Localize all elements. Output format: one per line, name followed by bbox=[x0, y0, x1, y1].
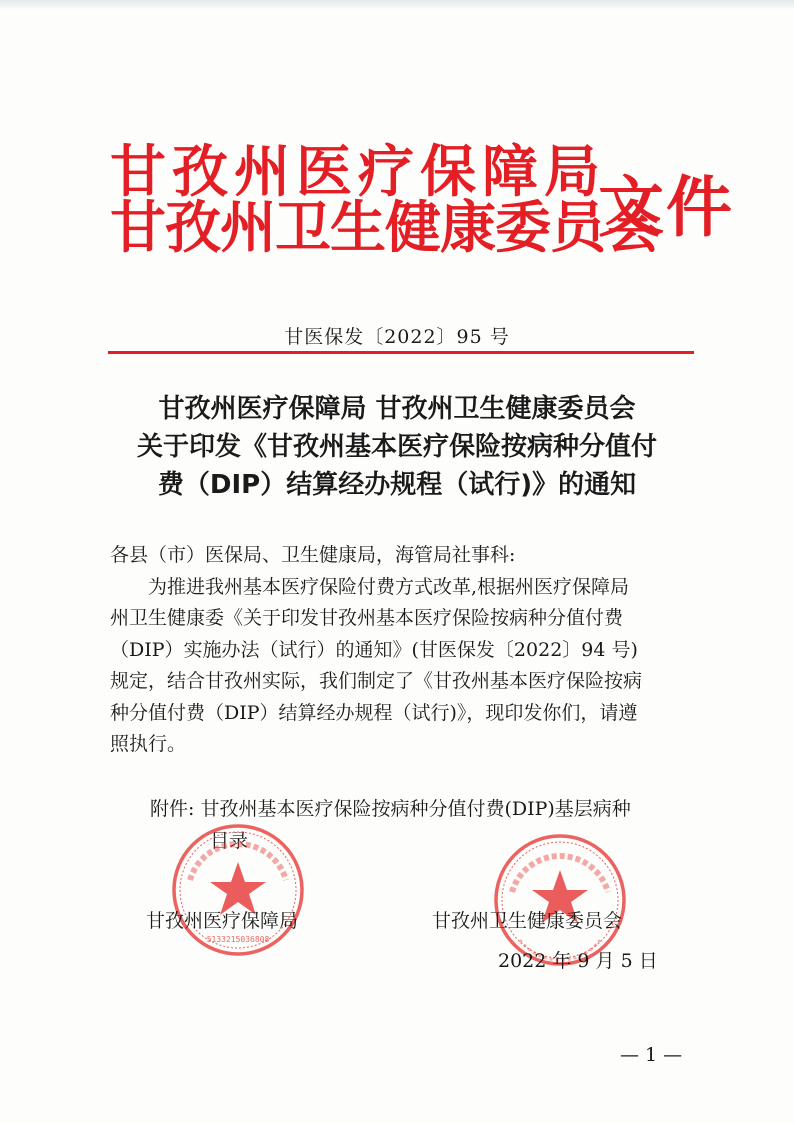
letterhead bbox=[0, 0, 794, 300]
issue-date: 2022 年 9 月 5 日 bbox=[498, 950, 658, 972]
paragraph-line: （DIP）实施办法（试行）的通知》(甘医保发〔2022〕94 号) bbox=[110, 638, 638, 661]
attachment-line-1: 附件: 甘孜州基本医疗保险按病种分值付费(DIP)基层病种 bbox=[150, 798, 631, 820]
signature-right: 甘孜州卫生健康委员会 bbox=[432, 910, 623, 932]
salutation: 各县（市）医保局、卫生健康局，海管局社事科: bbox=[110, 544, 516, 566]
paragraph-line: 州卫生健康委《关于印发甘孜州基本医疗保险按病种分值付费 bbox=[110, 607, 624, 629]
attachment-line-2: 目录 bbox=[210, 830, 249, 852]
letterhead-org-1: 甘孜州医疗保障局 bbox=[110, 139, 606, 205]
paragraph-line: 为推进我州基本医疗保险付费方式改革,根据州医疗保障局 bbox=[148, 575, 630, 598]
paragraph-line: 照执行。 bbox=[110, 733, 187, 755]
paragraph-line: 种分值付费（DIP）结算经办规程（试行)》，现印发你们，请遵 bbox=[110, 701, 638, 724]
page-number: — 1 — bbox=[620, 1044, 683, 1066]
letterhead-org-2: 甘孜州卫生健康委员会 bbox=[110, 195, 660, 261]
red-divider bbox=[108, 351, 694, 354]
seal-number: 5133215036808 bbox=[206, 935, 270, 944]
official-seal-left bbox=[168, 820, 308, 960]
document-title bbox=[100, 390, 694, 504]
title-line-1: 甘孜州医疗保障局 甘孜州卫生健康委员会 bbox=[158, 394, 636, 424]
document-number: 甘医保发〔2022〕95 号 bbox=[284, 326, 510, 348]
body-text bbox=[110, 540, 700, 761]
title-line-2: 关于印发《甘孜州基本医疗保险按病种分值付 bbox=[136, 432, 657, 462]
title-line-3: 费（DIP）结算经办规程（试行)》的通知 bbox=[157, 470, 637, 500]
letterhead-suffix: 文件 bbox=[598, 168, 734, 246]
signature-left: 甘孜州医疗保障局 bbox=[146, 910, 299, 932]
paragraph-line: 规定，结合甘孜州实际，我们制定了《甘孜州基本医疗保险按病 bbox=[110, 670, 643, 692]
